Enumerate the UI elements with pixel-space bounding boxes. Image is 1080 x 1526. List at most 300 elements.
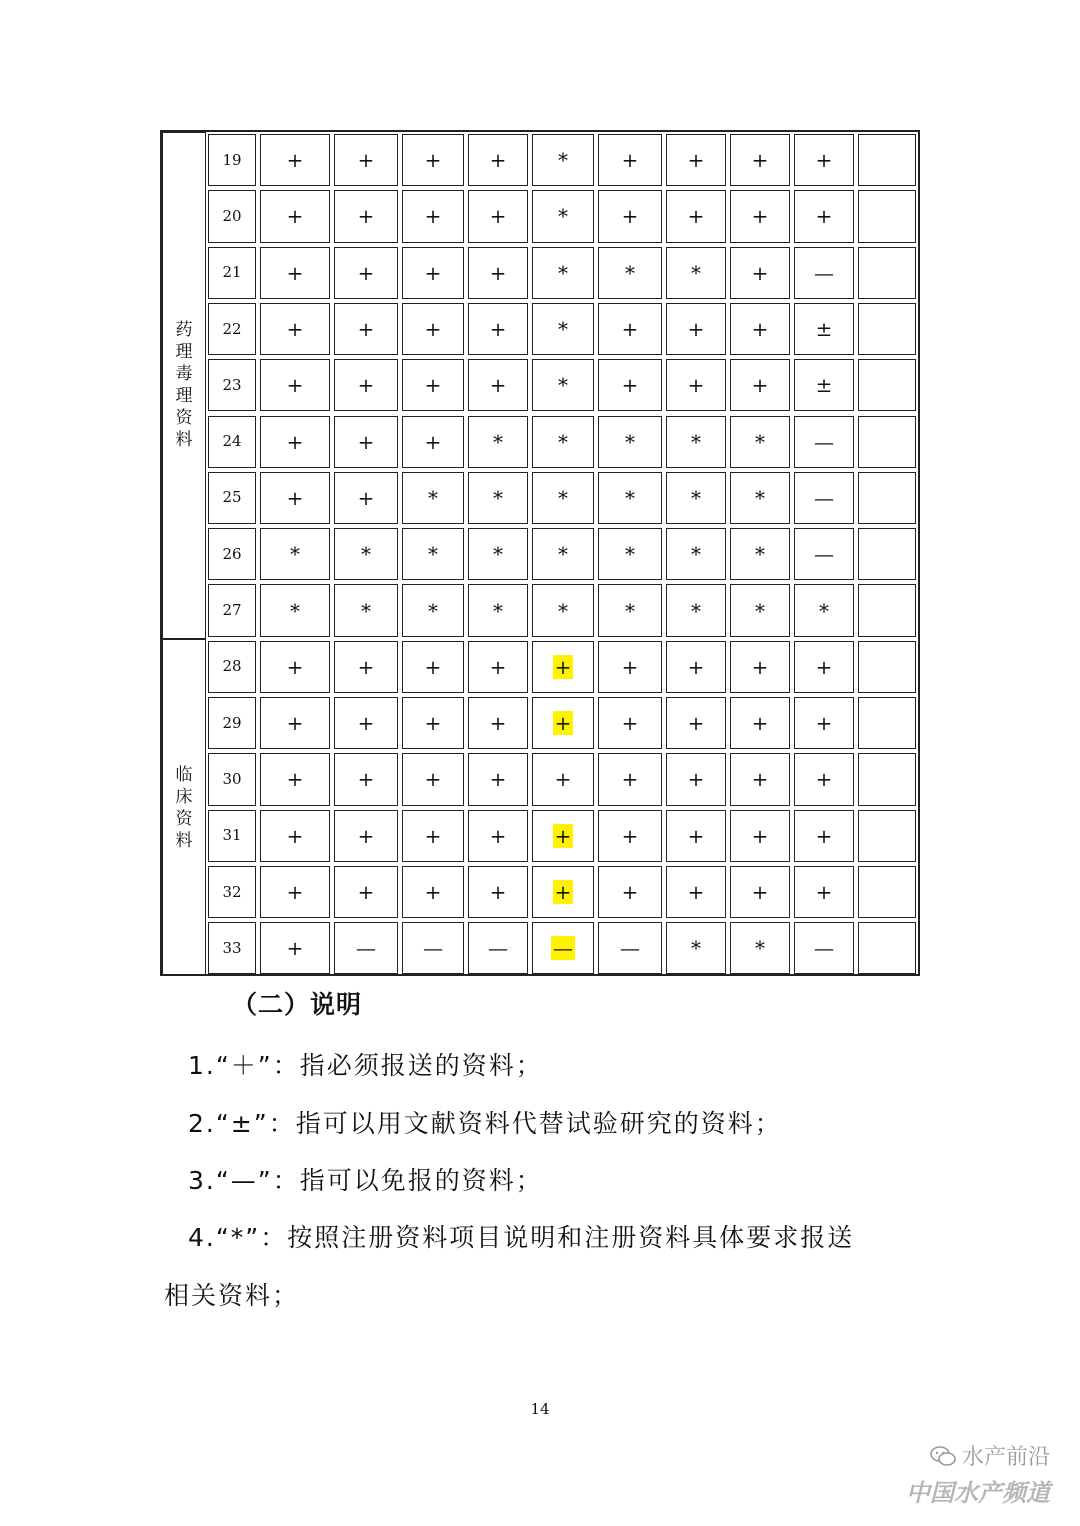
cell-symbol: +	[286, 429, 304, 454]
cell-symbol: —	[814, 542, 834, 567]
cell-symbol: +	[554, 880, 572, 905]
table-cell	[666, 584, 726, 636]
row-number: 26	[208, 528, 256, 580]
row-number: 22	[208, 303, 256, 355]
table-cell	[794, 190, 854, 242]
watermark-brand: 水产前沿	[961, 1445, 1050, 1470]
cell-symbol: +	[815, 654, 833, 679]
cell-symbol: +	[424, 260, 442, 285]
table-cell	[794, 134, 854, 186]
group-label-2	[162, 639, 206, 977]
cell-symbol: +	[687, 823, 705, 848]
cell-symbol: *	[361, 542, 371, 567]
table-cell	[260, 697, 330, 749]
cell-symbol: —	[620, 936, 640, 961]
table-cell	[402, 472, 464, 524]
table-cell	[858, 303, 916, 355]
table-cell	[794, 753, 854, 805]
cell-symbol: +	[621, 654, 639, 679]
table-cell	[858, 190, 916, 242]
cell-symbol: ±	[815, 317, 833, 342]
table-cell	[794, 416, 854, 468]
cell-symbol: *	[290, 542, 300, 567]
cell-symbol: *	[493, 542, 503, 567]
table-cell	[598, 416, 662, 468]
cell-symbol: +	[424, 654, 442, 679]
cell-symbol: +	[424, 767, 442, 792]
row-number: 19	[208, 134, 256, 186]
table-cell	[666, 472, 726, 524]
table-cell	[468, 641, 528, 693]
cell-symbol: +	[489, 260, 507, 285]
wechat-icon	[930, 1446, 956, 1466]
cell-symbol: +	[815, 880, 833, 905]
table-cell	[260, 810, 330, 862]
cell-symbol: +	[751, 317, 769, 342]
cell-symbol: +	[751, 148, 769, 173]
table-cell	[666, 247, 726, 299]
table-cell	[260, 641, 330, 693]
table-cell	[666, 190, 726, 242]
table-cell	[468, 190, 528, 242]
cell-symbol: *	[493, 429, 503, 454]
cell-symbol: +	[621, 711, 639, 736]
cell-symbol: —	[814, 429, 834, 454]
cell-symbol: +	[489, 373, 507, 398]
cell-symbol: +	[489, 204, 507, 229]
table-cell	[260, 922, 330, 974]
table-cell	[858, 584, 916, 636]
cell-symbol: +	[357, 485, 375, 510]
row-number: 30	[208, 753, 256, 805]
cell-symbol: *	[625, 260, 635, 285]
table-cell	[730, 753, 790, 805]
cell-symbol: *	[625, 429, 635, 454]
table-cell	[730, 134, 790, 186]
cell-symbol: +	[286, 880, 304, 905]
table-cell	[730, 303, 790, 355]
cell-symbol: +	[286, 260, 304, 285]
cell-symbol: +	[815, 823, 833, 848]
table-cell	[334, 753, 398, 805]
table-cell	[334, 584, 398, 636]
table-cell	[858, 528, 916, 580]
table-cell	[334, 190, 398, 242]
table-cell	[730, 641, 790, 693]
cell-symbol: +	[357, 654, 375, 679]
row-number: 23	[208, 359, 256, 411]
table-cell	[730, 922, 790, 974]
table-cell	[730, 247, 790, 299]
table-cell	[794, 472, 854, 524]
cell-symbol: +	[286, 373, 304, 398]
cell-symbol: *	[691, 260, 701, 285]
table-cell	[858, 416, 916, 468]
table-cell	[858, 359, 916, 411]
cell-symbol: +	[286, 767, 304, 792]
table-cell	[402, 134, 464, 186]
table-cell	[402, 584, 464, 636]
table-cell	[260, 190, 330, 242]
table-cell	[858, 247, 916, 299]
table-cell	[794, 359, 854, 411]
cell-symbol: *	[691, 542, 701, 567]
table-cell	[260, 866, 330, 918]
cell-symbol: +	[815, 767, 833, 792]
table-cell	[858, 472, 916, 524]
table-cell	[468, 359, 528, 411]
cell-symbol: +	[751, 260, 769, 285]
cell-symbol: +	[815, 711, 833, 736]
table-cell	[666, 697, 726, 749]
cell-symbol: +	[424, 880, 442, 905]
table-cell	[260, 528, 330, 580]
cell-symbol: *	[290, 598, 300, 623]
cell-symbol: ±	[815, 373, 833, 398]
row-number: 31	[208, 810, 256, 862]
cell-symbol: *	[691, 485, 701, 510]
cell-symbol: +	[687, 373, 705, 398]
cell-symbol: —	[814, 485, 834, 510]
table-cell	[730, 866, 790, 918]
cell-symbol: *	[691, 429, 701, 454]
table-cell	[666, 303, 726, 355]
cell-symbol: —	[814, 260, 834, 285]
table-cell	[334, 922, 398, 974]
cell-symbol: +	[621, 317, 639, 342]
table-cell	[794, 303, 854, 355]
table-cell	[402, 416, 464, 468]
group-label-text: 药理毒理资料	[175, 320, 193, 451]
cell-symbol: +	[554, 654, 572, 679]
table-cell	[666, 922, 726, 974]
table-cell	[794, 584, 854, 636]
table-cell	[468, 922, 528, 974]
table-cell	[468, 866, 528, 918]
table-cell	[666, 866, 726, 918]
cell-symbol: *	[361, 598, 371, 623]
note-item-4: 4.“*”：按照注册资料项目说明和注册资料具体要求报送	[188, 1223, 855, 1252]
table-cell	[334, 247, 398, 299]
table-cell	[260, 584, 330, 636]
table-cell	[402, 303, 464, 355]
table-cell	[468, 810, 528, 862]
table-cell	[334, 303, 398, 355]
table-cell	[730, 528, 790, 580]
cell-symbol: *	[691, 936, 701, 961]
row-number: 33	[208, 922, 256, 974]
cell-symbol: *	[625, 485, 635, 510]
table-cell	[794, 641, 854, 693]
cell-symbol: *	[625, 542, 635, 567]
table-cell	[598, 359, 662, 411]
cell-symbol: *	[558, 542, 568, 567]
table-cell	[260, 303, 330, 355]
table-cell	[666, 810, 726, 862]
table-cell	[858, 810, 916, 862]
note-item-1: 1.“＋”：指必须报送的资料；	[188, 1051, 543, 1080]
table-cell	[858, 866, 916, 918]
table-cell	[260, 359, 330, 411]
cell-symbol: *	[755, 542, 765, 567]
table-cell	[666, 416, 726, 468]
cell-symbol: +	[489, 823, 507, 848]
table-cell	[468, 584, 528, 636]
table-cell	[532, 697, 594, 749]
table-cell	[598, 697, 662, 749]
cell-symbol: +	[489, 767, 507, 792]
cell-symbol: +	[554, 711, 572, 736]
group-label-1	[162, 132, 206, 639]
cell-symbol: *	[493, 598, 503, 623]
table-cell	[666, 134, 726, 186]
cell-symbol: *	[428, 598, 438, 623]
cell-symbol: +	[687, 148, 705, 173]
cell-symbol: —	[356, 936, 376, 961]
cell-symbol: +	[621, 823, 639, 848]
cell-symbol: +	[751, 373, 769, 398]
table-cell	[794, 866, 854, 918]
table-cell	[730, 190, 790, 242]
cell-symbol: *	[691, 598, 701, 623]
table-cell	[334, 134, 398, 186]
table-cell	[532, 247, 594, 299]
cell-symbol: +	[357, 711, 375, 736]
cell-symbol: +	[286, 204, 304, 229]
cell-symbol: —	[423, 936, 443, 961]
cell-symbol: +	[424, 823, 442, 848]
table-cell	[598, 247, 662, 299]
cell-symbol: +	[687, 654, 705, 679]
table-cell	[468, 134, 528, 186]
cell-symbol: *	[819, 598, 829, 623]
table-cell	[468, 247, 528, 299]
table-cell	[260, 472, 330, 524]
table-cell	[858, 753, 916, 805]
table-cell	[468, 697, 528, 749]
cell-symbol: +	[357, 823, 375, 848]
cell-symbol: +	[286, 936, 304, 961]
row-number: 29	[208, 697, 256, 749]
table-cell	[532, 303, 594, 355]
table-cell	[794, 810, 854, 862]
cell-symbol: +	[357, 260, 375, 285]
table-cell	[334, 528, 398, 580]
cell-symbol: *	[558, 204, 568, 229]
cell-symbol: +	[621, 373, 639, 398]
table-cell	[666, 359, 726, 411]
watermark	[906, 1440, 1050, 1508]
table-cell	[402, 528, 464, 580]
table-cell	[532, 190, 594, 242]
row-number: 21	[208, 247, 256, 299]
table-cell	[858, 134, 916, 186]
cell-symbol: +	[357, 204, 375, 229]
cell-symbol: *	[558, 260, 568, 285]
cell-symbol: —	[488, 936, 508, 961]
cell-symbol: +	[489, 880, 507, 905]
table-cell	[334, 359, 398, 411]
table-cell	[598, 303, 662, 355]
table-cell	[468, 753, 528, 805]
cell-symbol: +	[357, 429, 375, 454]
cell-symbol: +	[554, 767, 572, 792]
cell-symbol: —	[553, 936, 573, 961]
table-cell	[598, 641, 662, 693]
note-item-3: 3.“—”：指可以免报的资料；	[188, 1166, 543, 1195]
cell-symbol: +	[489, 148, 507, 173]
cell-symbol: +	[357, 880, 375, 905]
cell-symbol: +	[357, 767, 375, 792]
note-item-2: 2.“±”：指可以用文献资料代替试验研究的资料；	[188, 1109, 782, 1138]
note-item-4-continued: 相关资料；	[164, 1281, 300, 1310]
cell-symbol: +	[687, 767, 705, 792]
cell-symbol: *	[755, 485, 765, 510]
table-cell	[402, 359, 464, 411]
table-cell	[730, 697, 790, 749]
cell-symbol: +	[687, 711, 705, 736]
cell-symbol: *	[493, 485, 503, 510]
cell-symbol: +	[815, 148, 833, 173]
cell-symbol: +	[286, 317, 304, 342]
cell-symbol: *	[558, 317, 568, 342]
cell-symbol: *	[755, 598, 765, 623]
cell-symbol: *	[558, 429, 568, 454]
cell-symbol: +	[751, 204, 769, 229]
cell-symbol: +	[815, 204, 833, 229]
table-cell	[598, 134, 662, 186]
cell-symbol: —	[814, 936, 834, 961]
table-cell	[334, 866, 398, 918]
cell-symbol: +	[751, 711, 769, 736]
cell-symbol: *	[558, 148, 568, 173]
table-cell	[532, 584, 594, 636]
table-cell	[402, 922, 464, 974]
table-cell	[260, 753, 330, 805]
table-cell	[794, 528, 854, 580]
cell-symbol: *	[428, 485, 438, 510]
table-cell	[402, 753, 464, 805]
table-cell	[858, 641, 916, 693]
table-cell	[532, 359, 594, 411]
cell-symbol: +	[424, 204, 442, 229]
row-number: 27	[208, 584, 256, 636]
table-cell	[532, 528, 594, 580]
table-cell	[532, 641, 594, 693]
table-cell	[334, 416, 398, 468]
cell-symbol: +	[489, 711, 507, 736]
application-materials-table	[160, 130, 920, 976]
row-number: 28	[208, 641, 256, 693]
cell-symbol: +	[286, 711, 304, 736]
table-cell	[666, 753, 726, 805]
table-cell	[598, 866, 662, 918]
table-cell	[402, 810, 464, 862]
table-cell	[730, 584, 790, 636]
table-cell	[532, 810, 594, 862]
table-cell	[598, 472, 662, 524]
table-cell	[260, 416, 330, 468]
cell-symbol: +	[687, 317, 705, 342]
table-cell	[260, 134, 330, 186]
table-cell	[334, 472, 398, 524]
cell-symbol: +	[424, 711, 442, 736]
table-cell	[532, 134, 594, 186]
group-label-text: 临床资料	[175, 764, 193, 851]
table-cell	[402, 697, 464, 749]
table-cell	[598, 753, 662, 805]
cell-symbol: *	[428, 542, 438, 567]
row-number: 20	[208, 190, 256, 242]
row-number: 25	[208, 472, 256, 524]
cell-symbol: +	[621, 767, 639, 792]
cell-symbol: +	[357, 317, 375, 342]
watermark-channel: 中国水产频道	[906, 1479, 1050, 1507]
table-cell	[532, 922, 594, 974]
table-cell	[598, 190, 662, 242]
table-cell	[532, 866, 594, 918]
row-number: 32	[208, 866, 256, 918]
cell-symbol: +	[751, 654, 769, 679]
cell-symbol: +	[687, 204, 705, 229]
table-cell	[402, 247, 464, 299]
table-cell	[794, 247, 854, 299]
table-cell	[730, 359, 790, 411]
cell-symbol: +	[489, 654, 507, 679]
cell-symbol: +	[424, 148, 442, 173]
cell-symbol: +	[424, 373, 442, 398]
table-cell	[598, 810, 662, 862]
cell-symbol: +	[286, 148, 304, 173]
row-number: 24	[208, 416, 256, 468]
table-cell	[794, 922, 854, 974]
table-cell	[598, 528, 662, 580]
cell-symbol: +	[357, 148, 375, 173]
table-cell	[468, 303, 528, 355]
cell-symbol: +	[621, 880, 639, 905]
table-cell	[468, 416, 528, 468]
cell-symbol: +	[621, 204, 639, 229]
cell-symbol: +	[621, 148, 639, 173]
table-cell	[666, 528, 726, 580]
cell-symbol: +	[751, 767, 769, 792]
cell-symbol: +	[357, 373, 375, 398]
table-cell	[402, 866, 464, 918]
table-cell	[334, 697, 398, 749]
cell-symbol: +	[751, 823, 769, 848]
cell-symbol: +	[286, 485, 304, 510]
table-cell	[334, 641, 398, 693]
table-cell	[334, 810, 398, 862]
cell-symbol: *	[755, 429, 765, 454]
cell-symbol: +	[554, 823, 572, 848]
table-cell	[532, 416, 594, 468]
table-cell	[598, 584, 662, 636]
table-cell	[858, 697, 916, 749]
table-cell	[730, 810, 790, 862]
table-cell	[666, 641, 726, 693]
table-cell	[730, 472, 790, 524]
table-cell	[532, 753, 594, 805]
cell-symbol: *	[558, 598, 568, 623]
table-cell	[730, 416, 790, 468]
cell-symbol: *	[755, 936, 765, 961]
table-cell	[402, 190, 464, 242]
section-title: （二）说明	[232, 990, 363, 1019]
table-cell	[260, 247, 330, 299]
cell-symbol: +	[751, 880, 769, 905]
cell-symbol: +	[489, 317, 507, 342]
